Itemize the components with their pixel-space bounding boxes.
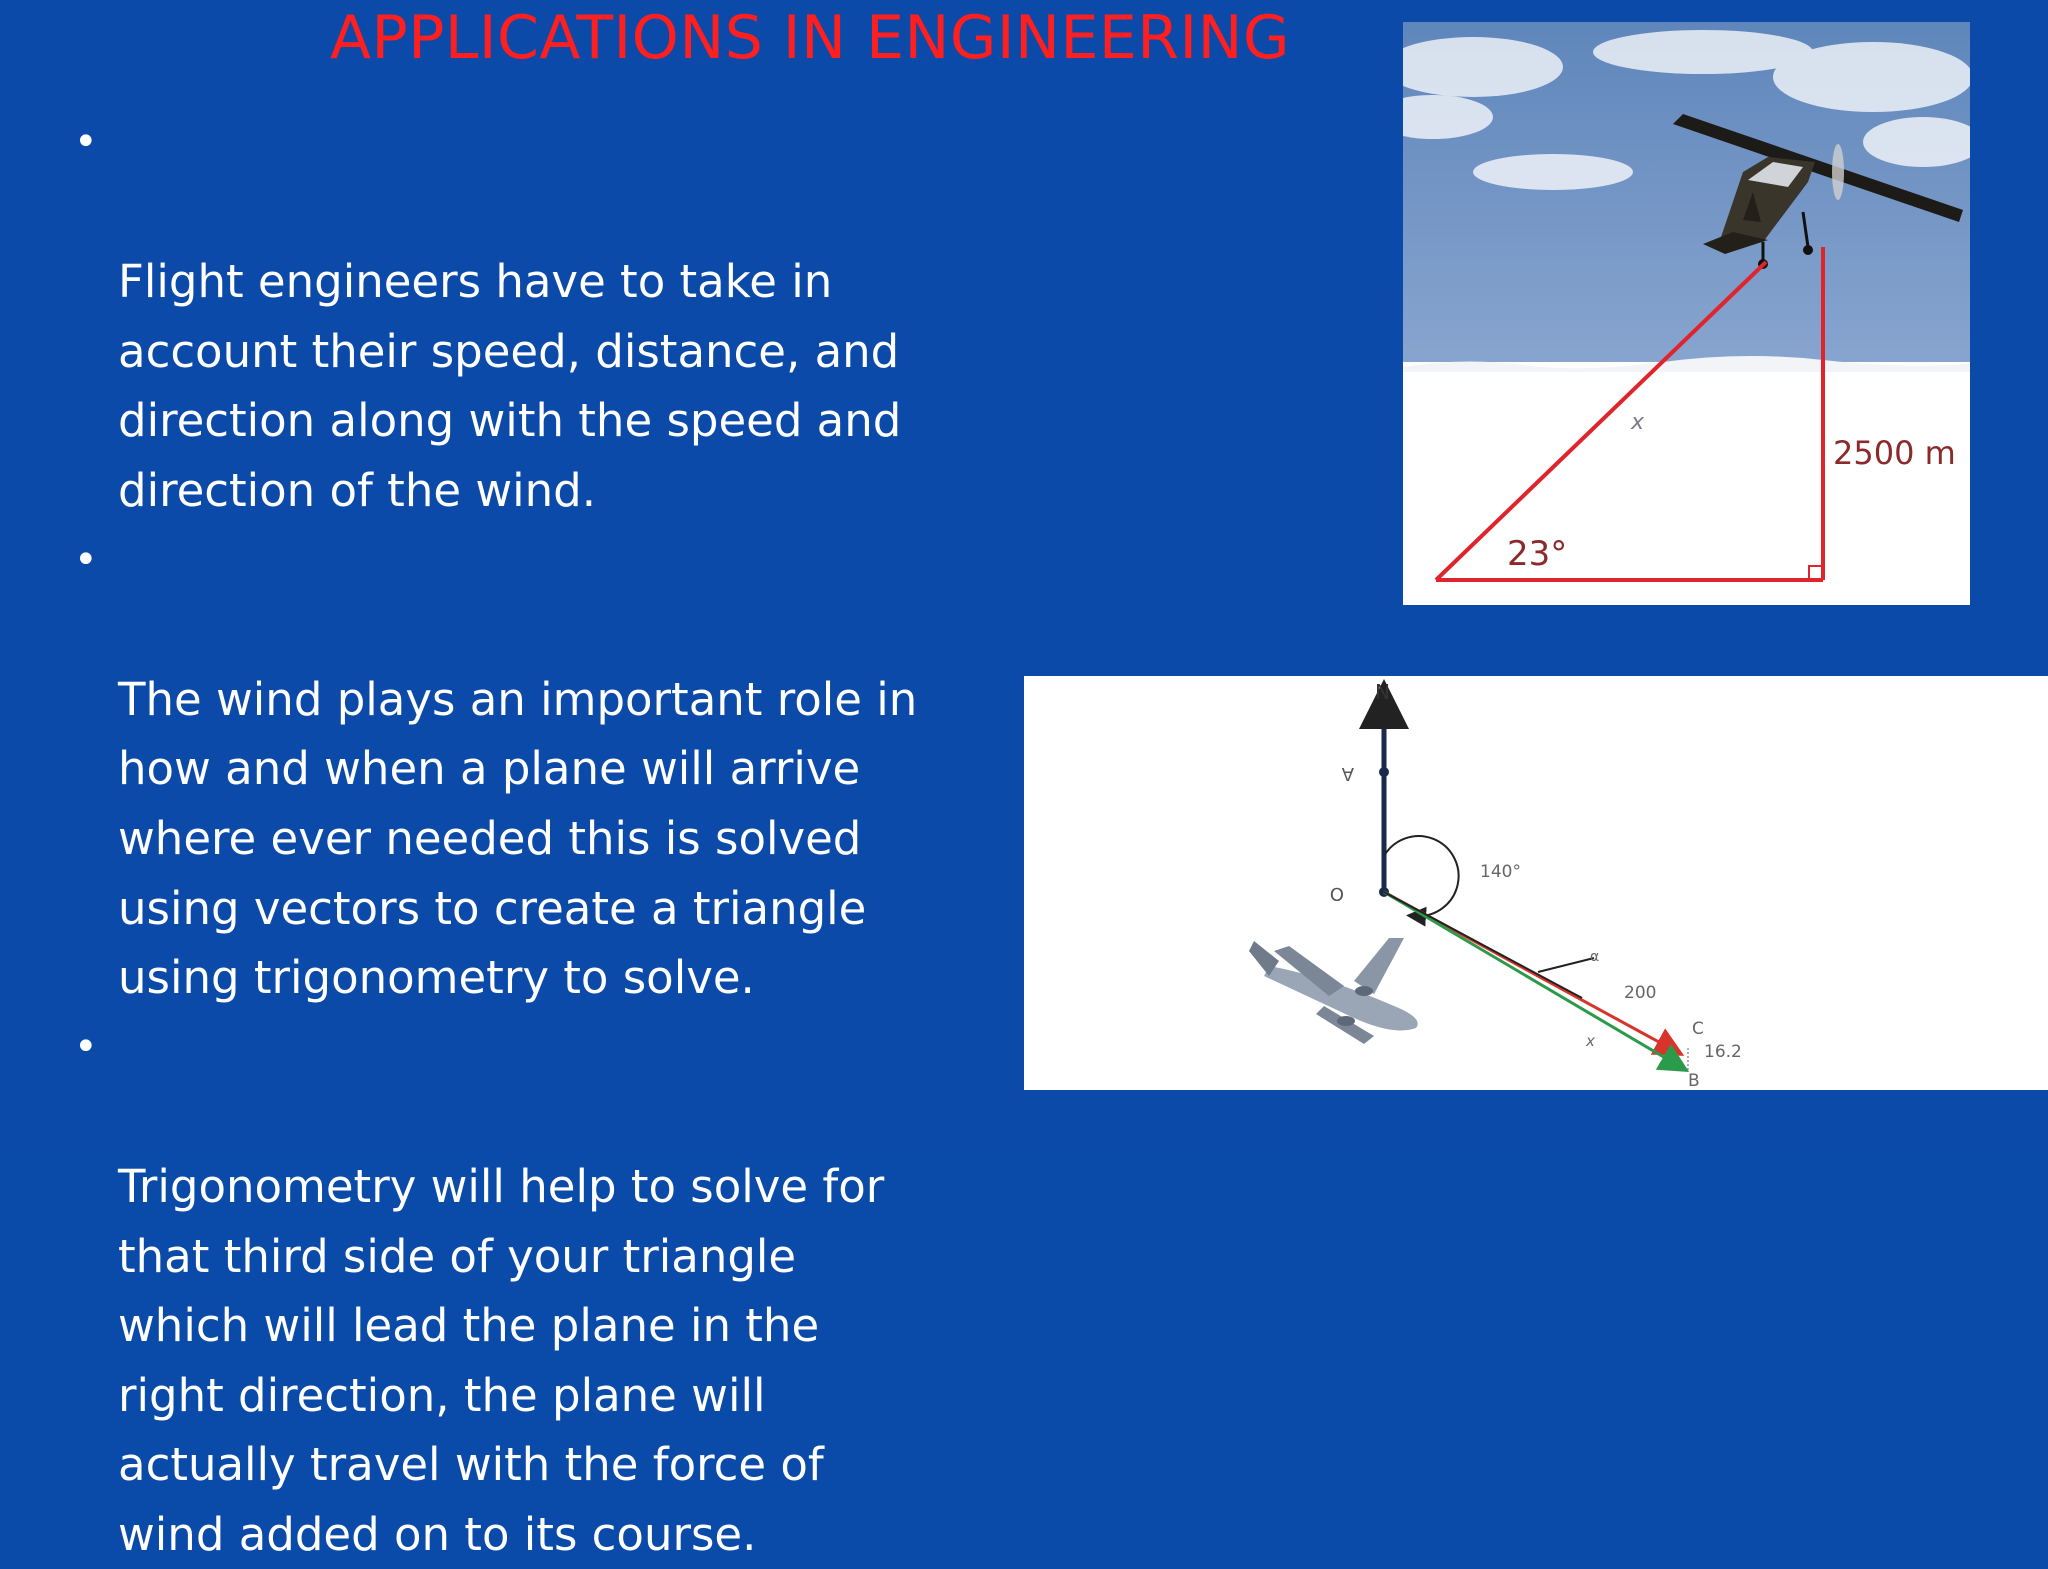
- bullet-list: [70, 108, 970, 1569]
- angle-140-label: 140°: [1480, 862, 1521, 882]
- point-a-label: A: [1341, 763, 1354, 784]
- point-b-label: B: [1688, 1071, 1700, 1090]
- alpha-label: α: [1590, 949, 1600, 965]
- vector-ob-green: [1384, 892, 1684, 1069]
- alpha-pointer: [1538, 958, 1594, 972]
- hypotenuse-label: x: [1631, 410, 1645, 435]
- bullet-dot: •: [74, 119, 98, 165]
- bullet-item: [70, 526, 970, 1013]
- bullet-text: Trigonometry will help to solve for that third side of your triangle which will lead the plane in the right direction, the plane will actually travel with the force of wind added on to its course.: [118, 1159, 885, 1561]
- vector-diagram-image: [1024, 676, 2048, 1090]
- north-label: N: [1375, 679, 1390, 703]
- vector-ox-black: [1384, 892, 1582, 998]
- ground-background: [1403, 362, 1970, 605]
- bullet-dot: •: [74, 536, 98, 583]
- plane-triangle-image: [1403, 22, 1970, 605]
- height-label: 2500 m: [1833, 434, 1956, 472]
- bullet-text: Flight engineers have to take in account their speed, distance, and direction along with the speed and direction of the wind.: [118, 255, 902, 517]
- point-o-label: O: [1329, 883, 1344, 904]
- wind-16-2-label: 16.2: [1704, 1042, 1742, 1062]
- bullet-dot: •: [74, 1023, 98, 1070]
- bullet-item: [70, 1013, 970, 1569]
- point-c-label: C: [1692, 1019, 1704, 1039]
- slide-title: APPLICATIONS IN ENGINEERING: [330, 3, 1291, 73]
- bullet-item: [70, 108, 970, 526]
- angle-label: 23°: [1507, 534, 1568, 574]
- speed-200-label: 200: [1624, 983, 1657, 1003]
- x-label: x: [1586, 1032, 1595, 1050]
- point-a-marker: [1379, 767, 1389, 777]
- angle-arc: [1384, 836, 1459, 916]
- bullet-text: The wind plays an important role in how and when a plane will arrive where ever needed this is solved using vectors to create a triangle using trigonometry to solve.: [118, 672, 918, 1005]
- jet-airliner-icon: [1249, 938, 1418, 1044]
